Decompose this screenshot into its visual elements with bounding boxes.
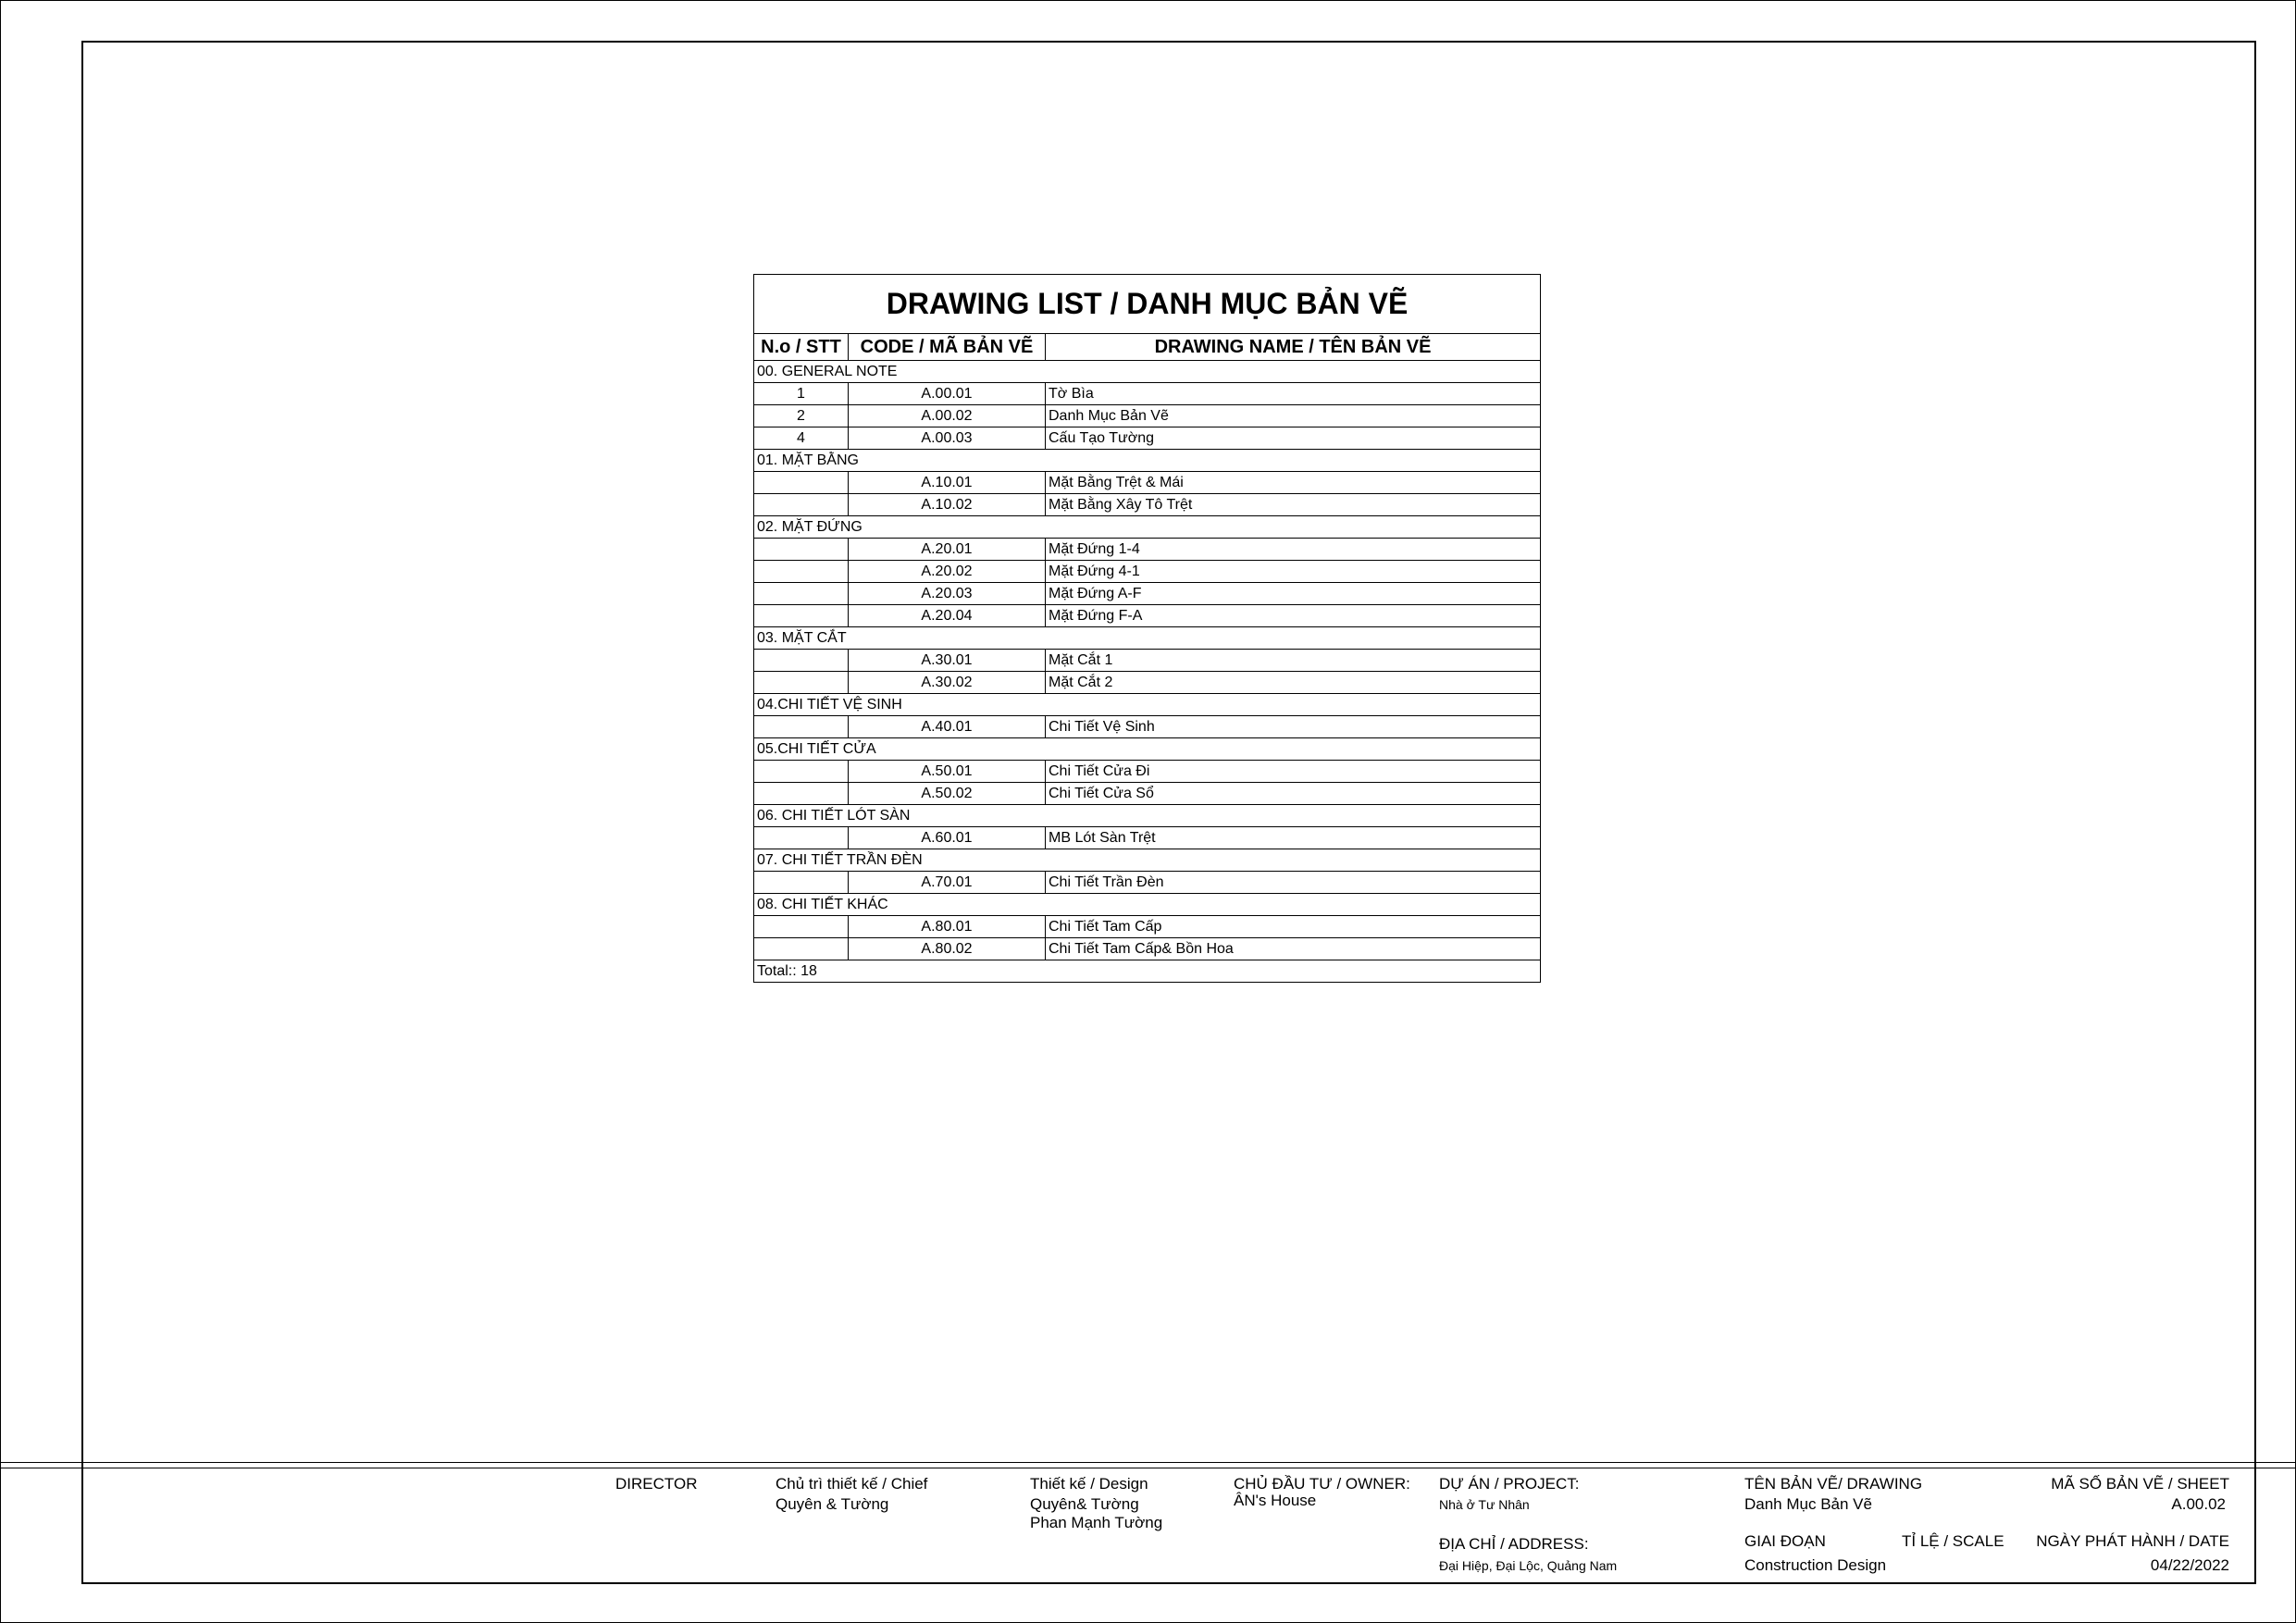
group-row [754, 361, 1541, 383]
drawing-name: Mặt Bằng Trệt & Mái [1046, 472, 1541, 494]
drawing-name: Danh Mục Bản Vẽ [1046, 405, 1541, 427]
drawing-row [754, 827, 1541, 849]
drawing-code: A.50.02 [849, 783, 1046, 805]
drawing-list-title: DRAWING LIST / DANH MỤC BẢN VẼ [754, 275, 1541, 334]
drawing-code: A.70.01 [849, 872, 1046, 894]
drawing-name: Mặt Đứng F-A [1046, 605, 1541, 627]
group-name: 04.CHI TIẾT VỆ SINH [754, 694, 1541, 716]
drawing-row [754, 427, 1541, 450]
sheet-label: MÃ SỐ BẢN VẼ / SHEET [2051, 1475, 2229, 1493]
drawing-name: Mặt Đứng 4-1 [1046, 561, 1541, 583]
address-value: Đại Hiệp, Đại Lộc, Quảng Nam [1439, 1558, 1618, 1573]
drawing-number [754, 650, 849, 672]
group-row [754, 450, 1541, 472]
drawing-name: Chi Tiết Cửa Đi [1046, 761, 1541, 783]
drawing-number [754, 872, 849, 894]
drawing-row [754, 383, 1541, 405]
drawing-row [754, 561, 1541, 583]
design-value-1: Quyên& Tường [1030, 1495, 1139, 1513]
group-name: 05.CHI TIẾT CỬA [754, 738, 1541, 761]
drawing-row [754, 539, 1541, 561]
drawing-name: Tờ Bìa [1046, 383, 1541, 405]
drawing-code: A.40.01 [849, 716, 1046, 738]
drawing-row [754, 761, 1541, 783]
drawing-row [754, 605, 1541, 627]
group-row [754, 627, 1541, 650]
drawing-list-header-row [754, 334, 1541, 361]
group-name: 02. MẶT ĐỨNG [754, 516, 1541, 539]
column-header-code: CODE / MÃ BẢN VẼ [849, 334, 1046, 361]
drawing-name: Chi Tiết Trần Đèn [1046, 872, 1541, 894]
drawing-name: Mặt Bằng Xây Tô Trệt [1046, 494, 1541, 516]
drawing-name: MB Lót Sàn Trệt [1046, 827, 1541, 849]
group-name: 01. MẶT BẰNG [754, 450, 1541, 472]
drawing-number [754, 916, 849, 938]
group-row [754, 894, 1541, 916]
drawing-row [754, 650, 1541, 672]
drawing-name: Mặt Đứng A-F [1046, 583, 1541, 605]
drawing-name: Chi Tiết Vệ Sinh [1046, 716, 1541, 738]
address-label: ĐỊA CHỈ / ADDRESS: [1439, 1535, 1589, 1553]
drawing-name: Chi Tiết Tam Cấp& Bồn Hoa [1046, 938, 1541, 960]
group-row [754, 738, 1541, 761]
drawing-number [754, 761, 849, 783]
phase-label: GIAI ĐOẠN [1744, 1532, 1826, 1550]
group-name: 00. GENERAL NOTE [754, 361, 1541, 383]
drawing-name: Mặt Cắt 1 [1046, 650, 1541, 672]
phase-value: Construction Design [1744, 1556, 1887, 1574]
drawing-number [754, 494, 849, 516]
group-row [754, 849, 1541, 872]
drawing-code: A.20.01 [849, 539, 1046, 561]
drawing-number [754, 938, 849, 960]
drawing-code: A.10.02 [849, 494, 1046, 516]
drawing-code: A.30.01 [849, 650, 1046, 672]
drawing-code: A.50.01 [849, 761, 1046, 783]
group-row [754, 805, 1541, 827]
drawing-name: Chi Tiết Tam Cấp [1046, 916, 1541, 938]
scale-label: TỈ LỆ / SCALE [1902, 1532, 2004, 1550]
drawing-number [754, 583, 849, 605]
drawing-row [754, 872, 1541, 894]
drawing-name: Chi Tiết Cửa Sổ [1046, 783, 1541, 805]
owner-label: CHỦ ĐẦU TƯ / OWNER: [1234, 1475, 1410, 1493]
director-label: DIRECTOR [615, 1475, 698, 1493]
drawing-number [754, 672, 849, 694]
drawing-code: A.80.01 [849, 916, 1046, 938]
sheet-value: A.00.02 [2171, 1495, 2226, 1513]
drawing-row [754, 405, 1541, 427]
drawing-number [754, 716, 849, 738]
group-row [754, 694, 1541, 716]
drawing-row [754, 472, 1541, 494]
drawing-list-title-row [754, 275, 1541, 334]
drawing-number [754, 472, 849, 494]
drawing-number: 4 [754, 427, 849, 450]
drawing-number [754, 783, 849, 805]
drawing-code: A.60.01 [849, 827, 1046, 849]
date-label: NGÀY PHÁT HÀNH / DATE [2036, 1532, 2229, 1550]
drawing-name: Cấu Tạo Tường [1046, 427, 1541, 450]
column-header-name: DRAWING NAME / TÊN BẢN VẼ [1046, 334, 1541, 361]
drawing-number [754, 539, 849, 561]
drawing-number: 1 [754, 383, 849, 405]
date-value: 04/22/2022 [2150, 1556, 2229, 1574]
group-row [754, 516, 1541, 539]
drawing-name: Mặt Đứng 1-4 [1046, 539, 1541, 561]
drawing-row [754, 494, 1541, 516]
drawing-name: Mặt Cắt 2 [1046, 672, 1541, 694]
drawing-value: Danh Mục Bản Vẽ [1744, 1495, 1872, 1513]
drawing-code: A.00.02 [849, 405, 1046, 427]
drawing-row [754, 916, 1541, 938]
design-value-2: Phan Mạnh Tường [1030, 1514, 1163, 1531]
drawing-row [754, 583, 1541, 605]
drawing-code: A.00.03 [849, 427, 1046, 450]
group-name: 06. CHI TIẾT LÓT SÀN [754, 805, 1541, 827]
total-count: Total:: 18 [754, 960, 1541, 983]
drawing-row [754, 672, 1541, 694]
drawing-row [754, 716, 1541, 738]
drawing-number: 2 [754, 405, 849, 427]
drawing-code: A.00.01 [849, 383, 1046, 405]
drawing-row [754, 938, 1541, 960]
drawing-code: A.10.01 [849, 472, 1046, 494]
drawing-code: A.20.02 [849, 561, 1046, 583]
drawing-code: A.20.03 [849, 583, 1046, 605]
drawing-number [754, 827, 849, 849]
drawing-code: A.30.02 [849, 672, 1046, 694]
total-row [754, 960, 1541, 983]
group-name: 03. MẶT CẮT [754, 627, 1541, 650]
drawing-code: A.20.04 [849, 605, 1046, 627]
column-header-no: N.o / STT [754, 334, 849, 361]
project-label: DỰ ÁN / PROJECT: [1439, 1475, 1580, 1493]
drawing-row [754, 783, 1541, 805]
drawing-code: A.80.02 [849, 938, 1046, 960]
chief-label: Chủ trì thiết kế / Chief [776, 1475, 928, 1493]
chief-value: Quyên & Tường [776, 1495, 889, 1513]
group-name: 08. CHI TIẾT KHÁC [754, 894, 1541, 916]
owner-value: ÂN's House [1234, 1492, 1317, 1509]
project-value: Nhà ở Tư Nhân [1439, 1497, 1530, 1512]
design-label: Thiết kế / Design [1030, 1475, 1148, 1493]
drawing-list-table [753, 274, 1541, 983]
drawing-number [754, 561, 849, 583]
drawing-number [754, 605, 849, 627]
group-name: 07. CHI TIẾT TRẦN ĐÈN [754, 849, 1541, 872]
drawing-label: TÊN BẢN VẼ/ DRAWING [1744, 1475, 1923, 1493]
title-block-divider-top [0, 1462, 2296, 1463]
